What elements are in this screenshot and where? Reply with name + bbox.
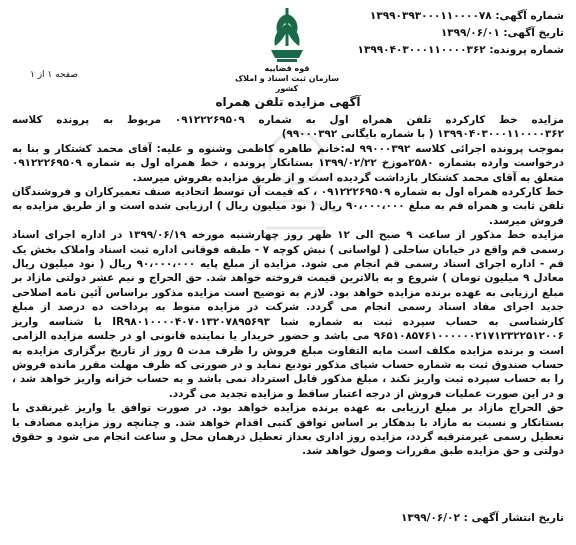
emblem-icon xyxy=(265,6,309,64)
paragraph: خط کارکرده همراه اول به شماره ۰۹۱۲۲۲۶۹۵۰۹ ، که قیمت آن توسط اتحادیه صنف تعمیرکاران و فروشندگان تلفن ثابت و همراه قم به مبلغ ۹۰،۰۰۰،۰۰۰ ریال ( نود میلیون ریال ) ارزیابی شده است و از طریق مزایده به فروش میرسد. xyxy=(12,186,564,227)
paragraph: مزایده خط کارکرده تلفن همراه اول به شماره ۰۹۱۲۲۲۶۹۵۰۹ مربوط به پرونده کلاسه ۱۳۹۹۰۴۰۳۰۰۰۱۱۰۰۰۰۳۶۲ ( با شماره بایگانی ۹۹۰۰۰۳۹۲) xyxy=(12,114,564,141)
document-title: آگهی مزایده تلفن همراه xyxy=(215,95,361,109)
ad-date: تاریخ آگهی: ۱۳۹۹/۰۶/۰۱ xyxy=(440,27,564,39)
page-number: صفحه ۱ از ۱ xyxy=(30,70,78,80)
judiciary-emblem xyxy=(232,6,342,92)
paragraph: بموجب پرونده اجرائی کلاسه ۹۹۰۰۰۳۹۲ له:خانم طاهره کاظمی وشنوه و علیه: آقای محمد کشتکار و بنا به درخواست وارده بشماره ۲۵۸۰موزخ ۱۳۹۹/۰۲/۲۲ بستانکار پرونده ، خط همراه اول به شماره ۰۹۱۲۲۲۶۹۵۰۹ متعلق به آقای محمد کشتکار بازداشت گردیده است و از طریق مزایده بفروش میرسد. xyxy=(12,142,564,184)
document-body xyxy=(12,113,564,459)
publication-date: تاریخ انتشار آگهی : ۱۳۹۹/۰۶/۰۲ xyxy=(401,512,564,524)
header-meta xyxy=(358,8,564,59)
paragraph: مزایده خط مذکور از ساعت ۹ صبح الی ۱۲ ظهر روز چهارشنبه مورخه ۱۳۹۹/۰۶/۱۹ در اداره اجرای اسناد رسمی قم واقع در خیابان ساحلی ( لواسانی ) نبش کوچه ۷ - طبقه فوقانی اداره ثبت اسناد واملاک بخش یک قم - اداره اجرای اسناد رسمی قم انجام می شود. مزایده از مبلغ پایه ۹۰،۰۰۰،۰۰۰ ریال ( نود میلیون ریال معادل ۹ میلیون تومان ) شروع و به بالاترین قیمت فروخته خواهد شد. حق الحراج و نیم عشر دولتی مازاد بر مبلغ ارزیابی به عهده برنده مزایده خواهد بود. لازم به توضیح است مزایده مذکور براساس آئین نامه اصلاحی جدید اجرای مفاد اسناد رسمی انجام می گردد. شرکت در مزایده منوط به پرداخت ده درصد از مبلغ کارشناسی به حساب سپرده ثبت به شماره شبا IR۹۸۰۱۰۰۰۰۴۰۷۰۱۳۲۰۷۸۹۵۶۹۳ با شناسه واریز ۹۶۵۱۰۸۵۷۶۱۰۰۰۰۰۰۲۱۷۱۲۳۲۲۵۱۲۰۰۶ می باشد و حضور خریدار یا نماینده قانونی او در جلسه مزایده الزامی است و برنده مزایده مکلف است مابه التفاوت مبلغ فروش را ظرف مدت ۵ روز از تاریخ برگزاری مزایده به حساب صندوق ثبت به شماره حساب شبای مذکور تودیع نماید و در صورتی که ظرف مهلت مقرر مانده فروش را به حساب سپرده ثبت واریز نکند ، مبلغ مذکور قابل استرداد نمی باشد و به حساب خزانه واریز خواهد شد ، و در این صورت عملیات فروش از درجه اعتبار ساقط و مزایده تجدید می گردد. xyxy=(12,229,564,400)
org-subtitle: سازمان ثبت اسناد و املاک کشور xyxy=(234,74,340,93)
ad-number: شماره آگهی: ۱۳۹۹۰۳۹۳۰۰۰۱۱۰۰۰۰۷۸ xyxy=(369,10,564,22)
paragraph: حق الحراج مازاد بر مبلغ ارزیابی به عهده برنده مزایده خواهد بود. در صورت توافق یا واریز غیرنقدی با بستانکار و نسبت به مازاد با بدهکار بر اساس توافق کتبی اقدام خواهد شد. و چنانچه روز مزایده مصادف با تعطیل رسمی غیرمترقبه گردد، مزایده روز اداری بعداز تعطیل درهمان محل و ساعت انجام می شود و حقوق دولتی و حق مزایده طبق مقررات وصول خواهد شد. xyxy=(12,402,564,458)
org-name: قوه قضاییه xyxy=(264,64,310,73)
file-number: شماره پرونده: ۱۳۹۹۰۴۰۳۰۰۰۱۱۰۰۰۰۳۶۲ xyxy=(357,44,564,56)
